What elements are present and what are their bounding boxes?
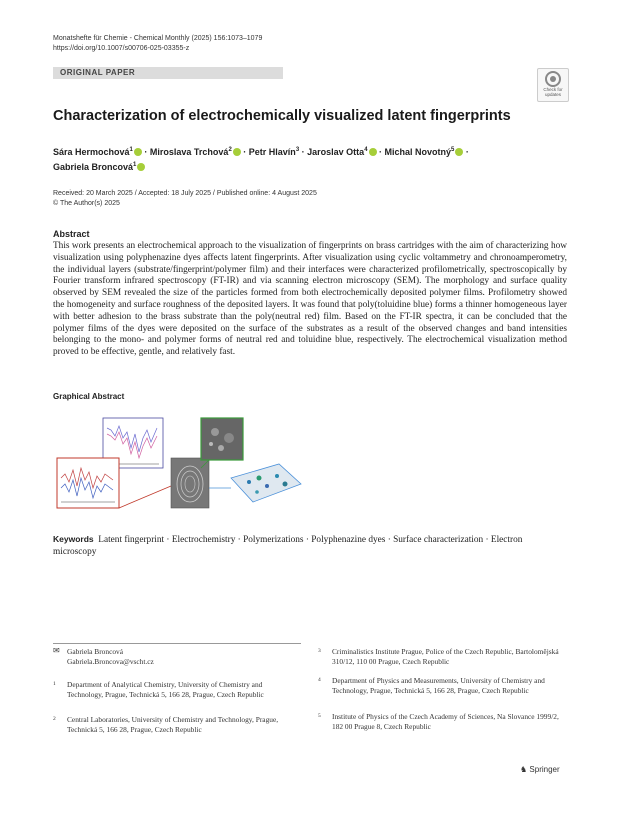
keywords-label: Keywords <box>53 534 94 544</box>
paper-title: Characterization of electrochemically visualized latent fingerprints <box>53 108 511 124</box>
orcid-icon[interactable] <box>233 148 241 156</box>
publisher-name: Springer <box>529 765 560 774</box>
affiliation-item: 5 Institute of Physics of the Czech Academy of Sciences, Na Slovance 1999/2, 182 00 Prague 8, Czech Republic <box>318 712 559 731</box>
footnote-divider <box>53 643 301 644</box>
graphical-abstract-heading: Graphical Abstract <box>53 392 125 401</box>
copyright-line: © The Author(s) 2025 <box>53 200 120 207</box>
corresponding-name: Gabriela Broncová <box>67 647 124 656</box>
keywords-text: Latent fingerprint · Electrochemistry · Polymerizations · Polyphenazine dyes · Surface characterization · Electron microscopy <box>53 535 523 557</box>
sem-micrograph <box>201 418 243 460</box>
author[interactable]: Sára Hermochová$^1$ <box>53 147 142 157</box>
author[interactable]: Petr Hlavín$^3$ <box>248 147 300 157</box>
author[interactable]: Michal Novotný$^5$ <box>385 147 464 157</box>
orcid-icon[interactable] <box>369 148 377 156</box>
keywords <box>53 533 567 558</box>
corresponding-email[interactable]: Gabriela.Broncova@vscht.cz <box>67 656 154 666</box>
journal-citation: Monatshefte für Chemie - Chemical Monthly (2025) 156:1073–1079 <box>53 35 263 42</box>
journal-header <box>53 34 262 54</box>
affiliation-item: 2 Central Laboratories, University of Chemistry and Technology, Prague, Technická 5, 166 28, Prague, Czech Republic <box>53 715 279 734</box>
history-line: Received: 20 March 2025 / Accepted: 18 July 2025 / Published online: 4 August 2025 <box>53 190 317 197</box>
publisher-logo <box>520 765 560 774</box>
ftir-spectrum-bottom <box>57 458 119 508</box>
affiliation-item: 4 Department of Physics and Measurements, University of Chemistry and Technology, Prague, Technická 5, 166 28, Prague, Czech Republic <box>318 676 545 695</box>
doi-link[interactable]: https://doi.org/10.1007/s00706-025-03355-z <box>53 45 190 52</box>
springer-horse-icon: ♞ <box>520 765 528 774</box>
check-updates-label: Check for updates <box>543 87 563 97</box>
check-updates-badge[interactable] <box>537 68 569 102</box>
section-label: ORIGINAL PAPER <box>60 68 136 77</box>
abstract-heading: Abstract <box>53 229 90 239</box>
check-updates-icon <box>545 71 561 87</box>
abstract-text: This work presents an electrochemical approach to the visualization of fingerprints on brass cartridges with the aim of characterizing how visualization using polyphenazine dyes affects latent fingerprints. After visualization using cyclic voltammetry and chronoamperometry, the individual layers (substrate/fingerprint/polymer film) and their interfaces were characterized profilometrically, spectroscopically by Fourier transform infrared spectroscopy (FT-IR) and via scanning electron microscopy (SEM). The morphology and surface quality observed by SEM revealed the size of the particles formed from both electrochemically deposited polymer films. Profilometry showed the homogeneity and surface roughness of the deposited layers. It was found that poly(toluidine blue) forms a thinner homogeneous layer with better adhesion to the brass substrate than the poly(neutral red) film. Based on the FT-IR spectra, it can be concluded that the polymer films of the dyes were deposited on the surface of the substrates as a result of the observed changes and band intensities belonging to the mono- and polymer forms of neutral red and toluidine blue, respectively. The electrochemical visualization method proved to be effective, gentle, and relatively fast. <box>53 241 567 358</box>
graphical-abstract-figure <box>53 408 303 512</box>
author[interactable]: Gabriela Broncová$^1$ <box>53 162 145 172</box>
orcid-icon[interactable] <box>134 148 142 156</box>
profilometry-3d-plot <box>231 464 301 502</box>
author[interactable]: Miroslava Trchová$^2$ <box>150 147 241 157</box>
publication-dates <box>53 189 317 209</box>
affiliation-item: 3 Criminalistics Institute Prague, Police of the Czech Republic, Bartoloměјská 310/12, 110 00 Prague, Czech Republic <box>318 647 559 666</box>
author[interactable]: Jaroslav Otta$^4$ <box>307 147 376 157</box>
affiliation-item: 1 Department of Analytical Chemistry, University of Chemistry and Technology, Prague, Technická 5, 166 28, Prague, Czech Republic <box>53 680 264 699</box>
orcid-icon[interactable] <box>455 148 463 156</box>
orcid-icon[interactable] <box>137 163 145 171</box>
section-banner <box>53 67 283 79</box>
author-list: Sára Hermochová$^1$ · Miroslava Trchová$^2$ · Petr Hlavín$^3$ · Jaroslav Otta$^4$ · Michal Novotný$^5$ · Gabriela Broncová$^1$ <box>53 147 469 172</box>
mail-icon: ✉ <box>53 646 60 655</box>
corresponding-author <box>53 647 301 667</box>
